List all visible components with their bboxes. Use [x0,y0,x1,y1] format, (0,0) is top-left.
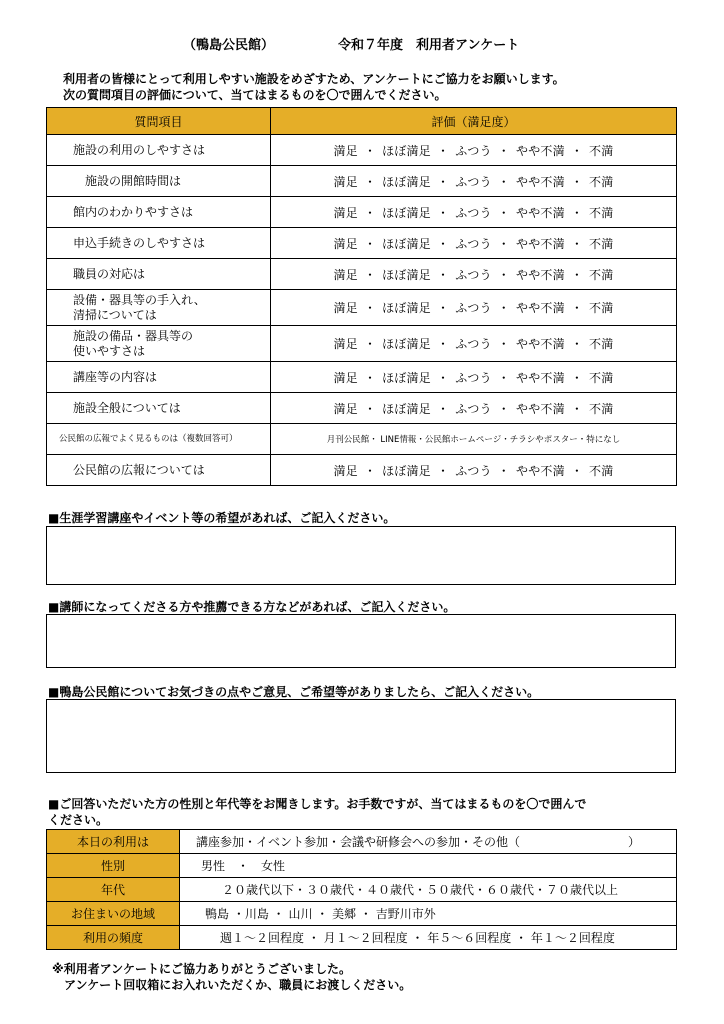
thanks-note: ※利用者アンケートにご協力ありがとうございました。 [52,962,351,976]
table-row [47,926,677,950]
demo-options[interactable]: 週１～２回程度 ・ 月１～２回程度 ・ 年５～６回程度 ・ 年１～２回程度 [180,926,677,950]
table-row [47,326,677,362]
table-row [47,228,677,259]
col-header-rating: 評価（満足度） [271,108,677,135]
table-row [47,424,677,455]
question-cell: 講座等の内容は [47,362,271,393]
question-line-1: 設備・器具等の手入れ、 [73,292,206,307]
survey-title: 令和７年度 利用者アンケート [338,38,520,53]
demo-options[interactable]: 講座参加・イベント参加・会議や研修会への参加・その他（ ） [180,830,677,854]
rating-options[interactable]: 満足 ・ ほぼ満足 ・ ふつう ・ やや不満 ・ 不満 [271,228,677,259]
question-line-1: 施設の備品・器具等の [73,328,194,343]
demo-options[interactable]: ２０歳代以下・３０歳代・４０歳代・５０歳代・６０歳代・７０歳代以上 [180,878,677,902]
demo-options[interactable]: 鴨島 ・川島 ・ 山川 ・ 美郷 ・ 吉野川市外 [180,902,677,926]
question-cell: 施設全般については [47,393,271,424]
question-cell: 公民館の広報については [47,455,271,486]
rating-options[interactable]: 満足 ・ ほぼ満足 ・ ふつう ・ やや不満 ・ 不満 [271,362,677,393]
table-row [47,902,677,926]
instructors-comment-box[interactable] [46,614,676,668]
demo-options[interactable]: 男性 ・ 女性 [180,854,677,878]
rating-options[interactable]: 満足 ・ ほぼ満足 ・ ふつう ・ やや不満 ・ 不満 [271,259,677,290]
rating-options[interactable]: 満足 ・ ほぼ満足 ・ ふつう ・ やや不満 ・ 不満 [271,393,677,424]
demo-label: 性別 [47,854,180,878]
question-cell: 職員の対応は [47,259,271,290]
demo-label: お住まいの地域 [47,902,180,926]
demo-label: 年代 [47,878,180,902]
rating-options[interactable]: 満足 ・ ほぼ満足 ・ ふつう ・ やや不満 ・ 不満 [271,290,677,326]
question-cell [47,290,271,326]
question-cell: 公民館の広報でよく見るものは（複数回答可） [47,424,271,455]
question-line-2: 清掃については [73,307,157,322]
table-row [47,290,677,326]
question-cell: 施設の開館時間は [47,166,271,197]
rating-options[interactable]: 満足 ・ ほぼ満足 ・ ふつう ・ やや不満 ・ 不満 [271,197,677,228]
rating-options[interactable]: 満足 ・ ほぼ満足 ・ ふつう ・ やや不満 ・ 不満 [271,135,677,166]
rating-options[interactable]: 満足 ・ ほぼ満足 ・ ふつう ・ やや不満 ・ 不満 [271,326,677,362]
section-heading-demographics-2: ください。 [48,813,109,827]
table-header-row [47,108,677,135]
rating-options[interactable]: 満足 ・ ほぼ満足 ・ ふつう ・ やや不満 ・ 不満 [271,455,677,486]
table-row [47,393,677,424]
intro-line-2: 次の質問項目の評価について、当てはまるものを〇で囲んでください。 [63,88,447,102]
demographics-table [46,829,677,950]
courses-comment-box[interactable] [46,526,676,585]
table-row [47,455,677,486]
table-row [47,259,677,290]
col-header-question: 質問項目 [47,108,271,135]
media-options[interactable]: 月刊公民館・ LINE情報・公民館ホームページ・チラシやポスター・特になし [271,424,677,455]
table-row [47,830,677,854]
survey-question-table [46,107,677,486]
section-heading-feedback: ■鴨島公民館についてお気づきの点やご意見、ご希望等がありましたら、ご記入ください。 [48,685,540,699]
demo-label: 本日の利用は [47,830,180,854]
table-row [47,362,677,393]
question-cell: 申込手続きのしやすさは [47,228,271,259]
intro-line-1: 利用者の皆様にとって利用しやすい施設をめざすため、アンケートにご協力をお願いします。 [63,72,565,86]
table-row [47,878,677,902]
section-heading-courses: ■生涯学習講座やイベント等の希望があれば、ご記入ください。 [48,511,396,525]
question-cell: 館内のわかりやすさは [47,197,271,228]
question-line-2: 使いやすさは [73,343,146,358]
demo-label: 利用の頻度 [47,926,180,950]
facility-name: （鴨島公民館） [183,38,275,53]
table-row [47,854,677,878]
question-cell [47,326,271,362]
table-row [47,166,677,197]
table-row [47,197,677,228]
rating-options[interactable]: 満足 ・ ほぼ満足 ・ ふつう ・ やや不満 ・ 不満 [271,166,677,197]
feedback-comment-box[interactable] [46,699,676,773]
return-instructions: アンケート回収箱にお入れいただくか、職員にお渡しください。 [52,978,412,992]
section-heading-instructors: ■講師になってくださる方や推薦できる方などがあれば、ご記入ください。 [48,600,456,614]
question-cell: 施設の利用のしやすさは [47,135,271,166]
section-heading-demographics-1: ■ご回答いただいた方の性別と年代等をお聞きします。お手数ですが、当てはまるものを〇で囲んで [48,797,587,811]
table-row [47,135,677,166]
